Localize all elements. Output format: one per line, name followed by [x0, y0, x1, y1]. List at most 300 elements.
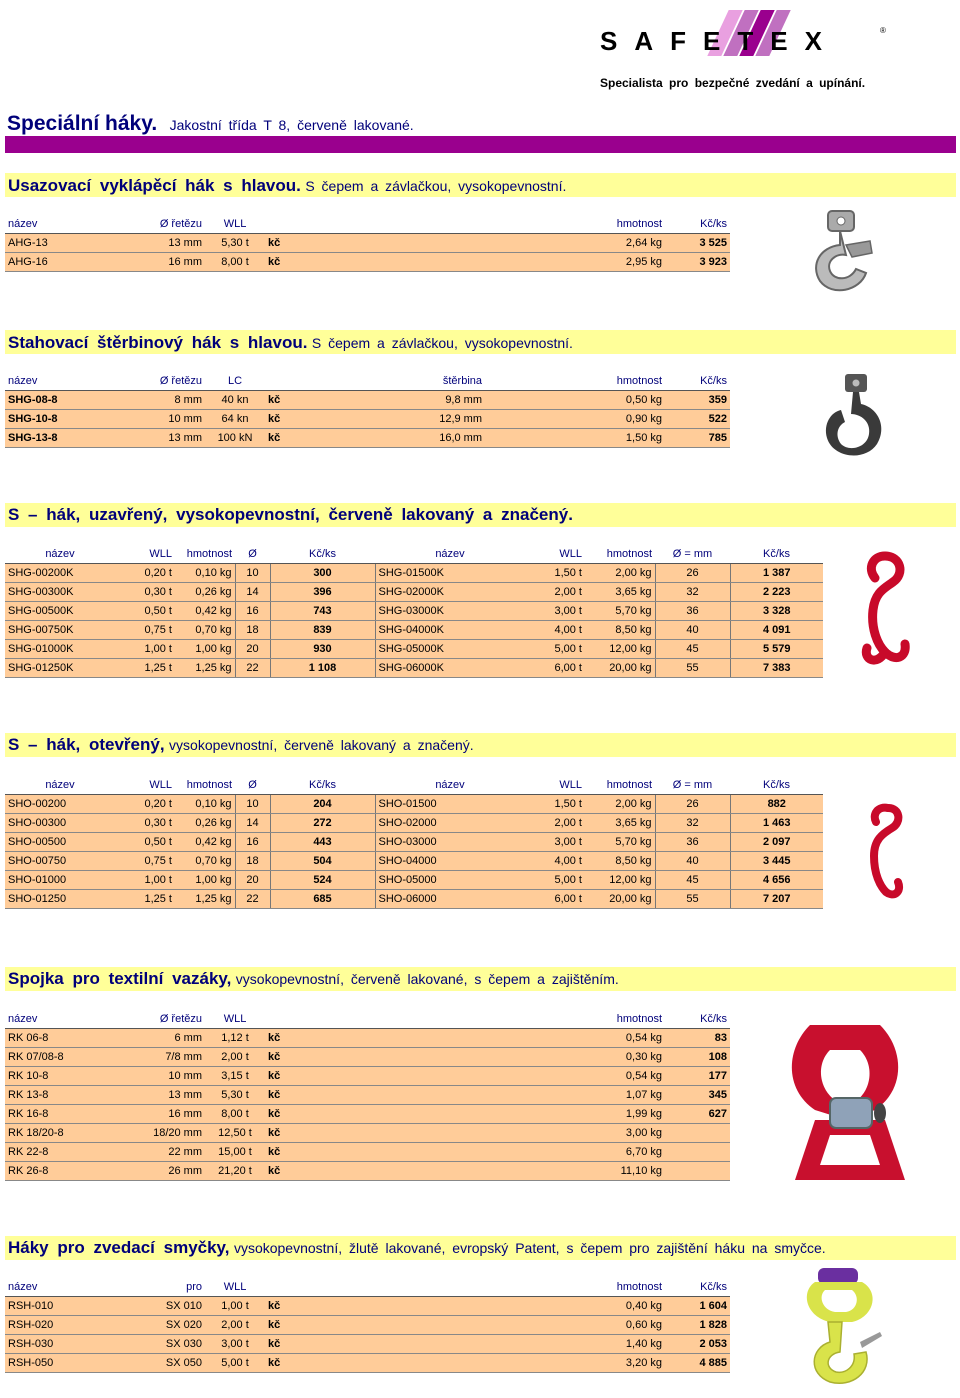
weight-cell: 20,00 kg	[585, 659, 655, 678]
diameter-cell: 32	[655, 583, 730, 602]
registered-mark: ®	[880, 26, 886, 35]
product-code-cell: SHO-00500	[5, 833, 115, 852]
table-row	[5, 253, 730, 272]
currency-cell: kč	[265, 1162, 555, 1181]
slot-cell: 9,8 mm	[345, 391, 485, 410]
price-cell: 1 828	[665, 1316, 730, 1335]
wll-cell: 1,12 t	[205, 1029, 265, 1048]
weight-cell: 0,50 kg	[485, 391, 665, 410]
price-cell: 396	[270, 583, 375, 602]
s-hook-open-image	[858, 800, 908, 905]
col-header: Kč/ks	[665, 1010, 730, 1029]
page-title	[7, 112, 414, 136]
weight-cell: 1,25 kg	[175, 659, 235, 678]
table-row	[5, 1316, 730, 1335]
product-code-cell: SHG-00300K	[5, 583, 115, 602]
wll-cell: 5,00 t	[205, 1354, 265, 1373]
wll-cell: 0,20 t	[115, 564, 175, 583]
price-cell	[665, 1124, 730, 1143]
price-cell: 785	[665, 429, 730, 448]
weight-cell: 3,65 kg	[585, 583, 655, 602]
price-cell: 7 383	[730, 659, 823, 678]
swivel-hook-image	[800, 205, 890, 300]
currency-cell: kč	[265, 1297, 555, 1316]
col-header: WLL	[205, 215, 265, 234]
slot-cell: 16,0 mm	[345, 429, 485, 448]
weight-cell: 0,30 kg	[555, 1048, 665, 1067]
col-header: hmotnost	[585, 776, 655, 795]
chain-diameter-cell: 22 mm	[125, 1143, 205, 1162]
price-cell: 177	[665, 1067, 730, 1086]
wll-cell: 0,75 t	[115, 852, 175, 871]
col-header: hmotnost	[485, 372, 665, 391]
chain-diameter-cell: 13 mm	[125, 429, 205, 448]
price-cell	[665, 1143, 730, 1162]
product-code-cell: SHG-00500K	[5, 602, 115, 621]
chain-diameter-cell: 10 mm	[125, 410, 205, 429]
currency-cell: kč	[265, 1086, 555, 1105]
product-code-cell: SHG-03000K	[375, 602, 525, 621]
table-row	[5, 1335, 730, 1354]
product-code-cell: RK 18/20-8	[5, 1124, 125, 1143]
diameter-cell: 10	[235, 795, 270, 814]
grab-hook-image	[815, 370, 895, 465]
page-title-main: Speciální háky.	[7, 112, 158, 135]
product-code-cell: SHO-00750	[5, 852, 115, 871]
section-title-s5	[8, 969, 619, 989]
page-title-sub: Jakostní třída T 8, červeně lakované.	[169, 117, 414, 133]
col-header: WLL	[115, 776, 175, 795]
table-row	[5, 833, 823, 852]
wll-cell: 15,00 t	[205, 1143, 265, 1162]
price-cell: 839	[270, 621, 375, 640]
diameter-cell: 20	[235, 871, 270, 890]
section-title-s6	[8, 1238, 826, 1258]
price-cell: 443	[270, 833, 375, 852]
col-header: Ø řetězu	[125, 1010, 205, 1029]
col-header: WLL	[205, 1010, 265, 1029]
coupling-link-image	[775, 1010, 925, 1200]
wll-cell: 0,30 t	[115, 814, 175, 833]
table-s3	[5, 545, 823, 678]
table-header-row	[5, 545, 823, 564]
weight-cell: 8,50 kg	[585, 621, 655, 640]
price-cell: 3 525	[665, 234, 730, 253]
table-row	[5, 1143, 730, 1162]
diameter-cell: 26	[655, 564, 730, 583]
weight-cell: 1,25 kg	[175, 890, 235, 909]
product-code-cell: SHG-08-8	[5, 391, 125, 410]
price-cell: 5 579	[730, 640, 823, 659]
currency-cell: kč	[265, 253, 555, 272]
price-cell: 345	[665, 1086, 730, 1105]
table-header-row	[5, 1010, 730, 1029]
currency-cell: kč	[265, 1048, 555, 1067]
wll-cell: 5,30 t	[205, 234, 265, 253]
product-code-cell: SHG-10-8	[5, 410, 125, 429]
table-row	[5, 234, 730, 253]
diameter-cell: 20	[235, 640, 270, 659]
col-header	[265, 1010, 555, 1029]
price-cell: 882	[730, 795, 823, 814]
price-cell: 83	[665, 1029, 730, 1048]
diameter-cell: 22	[235, 659, 270, 678]
chain-diameter-cell: 7/8 mm	[125, 1048, 205, 1067]
product-code-cell: AHG-13	[5, 234, 125, 253]
weight-cell: 0,40 kg	[555, 1297, 665, 1316]
col-header: Kč/ks	[665, 215, 730, 234]
diameter-cell: 10	[235, 564, 270, 583]
table-row	[5, 391, 730, 410]
wll-cell: 1,00 t	[115, 640, 175, 659]
col-header: Ø = mm	[655, 545, 730, 564]
product-code-cell: AHG-16	[5, 253, 125, 272]
product-code-cell: RK 13-8	[5, 1086, 125, 1105]
section-title-small: S čepem a závlačkou, vysokopevnostní.	[311, 335, 573, 351]
price-cell: 3 328	[730, 602, 823, 621]
price-cell: 272	[270, 814, 375, 833]
price-cell: 2 053	[665, 1335, 730, 1354]
chain-diameter-cell: 16 mm	[125, 253, 205, 272]
price-cell: 4 091	[730, 621, 823, 640]
currency-cell: kč	[265, 1124, 555, 1143]
weight-cell: 3,00 kg	[555, 1124, 665, 1143]
table-s4	[5, 776, 823, 909]
weight-cell: 0,70 kg	[175, 621, 235, 640]
price-cell: 300	[270, 564, 375, 583]
wll-cell: 1,25 t	[115, 659, 175, 678]
col-header	[265, 1278, 555, 1297]
wll-cell: 4,00 t	[525, 621, 585, 640]
col-header: název	[5, 215, 125, 234]
price-cell: 504	[270, 852, 375, 871]
table-row	[5, 1162, 730, 1181]
product-code-cell: SHO-02000	[375, 814, 525, 833]
diameter-cell: 16	[235, 833, 270, 852]
col-header: Kč/ks	[665, 372, 730, 391]
table-row	[5, 410, 730, 429]
product-code-cell: SHG-01000K	[5, 640, 115, 659]
wll-cell: 5,00 t	[525, 871, 585, 890]
col-header: Ø řetězu	[125, 215, 205, 234]
product-code-cell: RK 16-8	[5, 1105, 125, 1124]
col-header: Ø = mm	[655, 776, 730, 795]
currency-cell: kč	[265, 429, 345, 448]
product-code-cell: SHO-01250	[5, 890, 115, 909]
section-title-s3	[8, 505, 573, 525]
chain-diameter-cell: 8 mm	[125, 391, 205, 410]
diameter-cell: 40	[655, 621, 730, 640]
table-row	[5, 1067, 730, 1086]
lc-cell: 64 kn	[205, 410, 265, 429]
tagline: Specialista pro bezpečné zvedání a upínání.	[600, 76, 866, 90]
weight-cell: 20,00 kg	[585, 890, 655, 909]
currency-cell: kč	[265, 234, 555, 253]
weight-cell: 5,70 kg	[585, 602, 655, 621]
col-header: Kč/ks	[270, 776, 375, 795]
col-header: hmotnost	[555, 1278, 665, 1297]
col-header: štěrbina	[345, 372, 485, 391]
price-cell: 1 387	[730, 564, 823, 583]
product-code-cell: SHG-05000K	[375, 640, 525, 659]
weight-cell: 0,26 kg	[175, 814, 235, 833]
col-header: název	[375, 776, 525, 795]
s-hook-closed-image	[855, 548, 915, 678]
weight-cell: 1,07 kg	[555, 1086, 665, 1105]
currency-cell: kč	[265, 1335, 555, 1354]
wll-cell: 0,50 t	[115, 602, 175, 621]
weight-cell: 2,64 kg	[555, 234, 665, 253]
col-header: Ø	[235, 545, 270, 564]
col-header: WLL	[115, 545, 175, 564]
wll-cell: 5,00 t	[525, 640, 585, 659]
price-cell: 2 223	[730, 583, 823, 602]
product-code-cell: SHO-01000	[5, 871, 115, 890]
price-cell: 108	[665, 1048, 730, 1067]
diameter-cell: 16	[235, 602, 270, 621]
price-cell: 743	[270, 602, 375, 621]
slot-cell: 12,9 mm	[345, 410, 485, 429]
wll-cell: 12,50 t	[205, 1124, 265, 1143]
weight-cell: 0,42 kg	[175, 833, 235, 852]
chain-diameter-cell: 13 mm	[125, 234, 205, 253]
weight-cell: 0,90 kg	[485, 410, 665, 429]
weight-cell: 1,99 kg	[555, 1105, 665, 1124]
table-header-row	[5, 215, 730, 234]
wll-cell: 2,00 t	[205, 1048, 265, 1067]
col-header: hmotnost	[555, 1010, 665, 1029]
table-row	[5, 1297, 730, 1316]
product-code-cell: SHO-04000	[375, 852, 525, 871]
table-s1	[5, 215, 730, 272]
table-header-row	[5, 1278, 730, 1297]
chain-diameter-cell: SX 020	[125, 1316, 205, 1335]
product-code-cell: RSH-050	[5, 1354, 125, 1373]
weight-cell: 2,95 kg	[555, 253, 665, 272]
table-s6	[5, 1278, 730, 1373]
col-header: Ø	[235, 776, 270, 795]
weight-cell: 3,20 kg	[555, 1354, 665, 1373]
section-title-big: S – hák, otevřený,	[8, 735, 165, 754]
col-header: Kč/ks	[665, 1278, 730, 1297]
table-row	[5, 852, 823, 871]
product-code-cell: RK 10-8	[5, 1067, 125, 1086]
wll-cell: 1,25 t	[115, 890, 175, 909]
wll-cell: 1,50 t	[525, 564, 585, 583]
purple-divider	[5, 136, 956, 153]
currency-cell: kč	[265, 1029, 555, 1048]
diameter-cell: 18	[235, 621, 270, 640]
table-row	[5, 871, 823, 890]
diameter-cell: 45	[655, 640, 730, 659]
product-code-cell: SHO-03000	[375, 833, 525, 852]
section-title-small: vysokopevnostní, červeně lakovaný a značený.	[169, 737, 474, 753]
wll-cell: 8,00 t	[205, 253, 265, 272]
product-code-cell: SHG-01500K	[375, 564, 525, 583]
diameter-cell: 14	[235, 814, 270, 833]
wll-cell: 3,00 t	[205, 1335, 265, 1354]
product-code-cell: SHG-00750K	[5, 621, 115, 640]
weight-cell: 0,42 kg	[175, 602, 235, 621]
chain-diameter-cell: 6 mm	[125, 1029, 205, 1048]
chain-diameter-cell: 10 mm	[125, 1067, 205, 1086]
diameter-cell: 55	[655, 659, 730, 678]
diameter-cell: 18	[235, 852, 270, 871]
diameter-cell: 26	[655, 795, 730, 814]
wll-cell: 2,00 t	[525, 583, 585, 602]
weight-cell: 11,10 kg	[555, 1162, 665, 1181]
currency-cell: kč	[265, 1316, 555, 1335]
weight-cell: 0,60 kg	[555, 1316, 665, 1335]
currency-cell: kč	[265, 1354, 555, 1373]
price-cell: 1 604	[665, 1297, 730, 1316]
col-header: hmotnost	[175, 776, 235, 795]
section-title-small: vysokopevnostní, červeně lakované, s čepem a zajištěním.	[235, 971, 619, 987]
weight-cell: 8,50 kg	[585, 852, 655, 871]
wll-cell: 0,75 t	[115, 621, 175, 640]
table-row	[5, 795, 823, 814]
price-cell: 3 923	[665, 253, 730, 272]
weight-cell: 1,40 kg	[555, 1335, 665, 1354]
wll-cell: 6,00 t	[525, 890, 585, 909]
col-header	[265, 215, 555, 234]
price-cell: 359	[665, 391, 730, 410]
currency-cell: kč	[265, 1105, 555, 1124]
table-row	[5, 1086, 730, 1105]
wll-cell: 1,00 t	[205, 1297, 265, 1316]
section-title-s1	[8, 176, 566, 196]
col-header: název	[5, 776, 115, 795]
section-title-s4	[8, 735, 474, 755]
table-s2	[5, 372, 730, 448]
wll-cell: 6,00 t	[525, 659, 585, 678]
product-code-cell: RK 06-8	[5, 1029, 125, 1048]
weight-cell: 2,00 kg	[585, 564, 655, 583]
weight-cell: 0,54 kg	[555, 1029, 665, 1048]
col-header: název	[5, 1278, 125, 1297]
safetex-logo	[600, 8, 900, 58]
weight-cell: 12,00 kg	[585, 871, 655, 890]
wll-cell: 2,00 t	[205, 1316, 265, 1335]
table-row	[5, 1029, 730, 1048]
wll-cell: 5,30 t	[205, 1086, 265, 1105]
table-row	[5, 1354, 730, 1373]
col-header: hmotnost	[585, 545, 655, 564]
col-header: Kč/ks	[730, 545, 823, 564]
weight-cell: 3,65 kg	[585, 814, 655, 833]
weight-cell: 2,00 kg	[585, 795, 655, 814]
col-header: Kč/ks	[270, 545, 375, 564]
wll-cell: 8,00 t	[205, 1105, 265, 1124]
product-code-cell: RSH-030	[5, 1335, 125, 1354]
col-header: WLL	[525, 545, 585, 564]
price-cell: 522	[665, 410, 730, 429]
product-code-cell: SHG-04000K	[375, 621, 525, 640]
wll-cell: 3,00 t	[525, 602, 585, 621]
price-cell: 627	[665, 1105, 730, 1124]
table-row	[5, 659, 823, 678]
col-header: WLL	[525, 776, 585, 795]
weight-cell: 1,00 kg	[175, 640, 235, 659]
chain-diameter-cell: 26 mm	[125, 1162, 205, 1181]
chain-diameter-cell: 16 mm	[125, 1105, 205, 1124]
col-header: LC	[205, 372, 265, 391]
section-title-big: Usazovací vyklápěcí hák s hlavou.	[8, 176, 301, 195]
diameter-cell: 14	[235, 583, 270, 602]
product-code-cell: SHG-06000K	[375, 659, 525, 678]
col-header: hmotnost	[175, 545, 235, 564]
wll-cell: 3,15 t	[205, 1067, 265, 1086]
sling-hook-image	[790, 1262, 895, 1392]
wll-cell: 1,00 t	[115, 871, 175, 890]
chain-diameter-cell: SX 030	[125, 1335, 205, 1354]
weight-cell: 6,70 kg	[555, 1143, 665, 1162]
lc-cell: 40 kn	[205, 391, 265, 410]
table-row	[5, 583, 823, 602]
product-code-cell: RK 22-8	[5, 1143, 125, 1162]
diameter-cell: 32	[655, 814, 730, 833]
col-header: Ø řetězu	[125, 372, 205, 391]
price-cell: 204	[270, 795, 375, 814]
wll-cell: 0,20 t	[115, 795, 175, 814]
table-row	[5, 1105, 730, 1124]
currency-cell: kč	[265, 1067, 555, 1086]
weight-cell: 0,70 kg	[175, 852, 235, 871]
table-s5	[5, 1010, 730, 1181]
product-code-cell: RSH-020	[5, 1316, 125, 1335]
col-header: Kč/ks	[730, 776, 823, 795]
product-code-cell: SHO-00200	[5, 795, 115, 814]
wll-cell: 0,30 t	[115, 583, 175, 602]
currency-cell: kč	[265, 1143, 555, 1162]
chain-diameter-cell: SX 050	[125, 1354, 205, 1373]
table-row	[5, 564, 823, 583]
wll-cell: 2,00 t	[525, 814, 585, 833]
price-cell: 1 463	[730, 814, 823, 833]
price-cell: 2 097	[730, 833, 823, 852]
diameter-cell: 36	[655, 602, 730, 621]
col-header: název	[5, 1010, 125, 1029]
section-title-big: S – hák, uzavřený, vysokopevnostní, červeně lakovaný a značený.	[8, 505, 573, 524]
wll-cell: 1,50 t	[525, 795, 585, 814]
section-title-big: Háky pro zvedací smyčky,	[8, 1238, 230, 1257]
col-header: pro	[125, 1278, 205, 1297]
chain-diameter-cell: 18/20 mm	[125, 1124, 205, 1143]
price-cell: 4 656	[730, 871, 823, 890]
table-row	[5, 1048, 730, 1067]
table-header-row	[5, 776, 823, 795]
weight-cell: 0,10 kg	[175, 564, 235, 583]
table-row	[5, 814, 823, 833]
diameter-cell: 36	[655, 833, 730, 852]
chain-diameter-cell: 13 mm	[125, 1086, 205, 1105]
price-cell: 1 108	[270, 659, 375, 678]
price-cell: 524	[270, 871, 375, 890]
logo-text: SAFETEX	[600, 26, 839, 56]
section-title-big: Stahovací štěrbinový hák s hlavou.	[8, 333, 308, 352]
product-code-cell: SHG-13-8	[5, 429, 125, 448]
price-cell: 685	[270, 890, 375, 909]
chain-diameter-cell: SX 010	[125, 1297, 205, 1316]
wll-cell: 0,50 t	[115, 833, 175, 852]
product-code-cell: SHO-01500	[375, 795, 525, 814]
table-row	[5, 640, 823, 659]
table-row	[5, 621, 823, 640]
section-title-small: vysokopevnostní, žlutě lakované, evropský Patent, s čepem pro zajištění háku na smyčce.	[233, 1240, 826, 1256]
table-row	[5, 1124, 730, 1143]
col-header: název	[5, 372, 125, 391]
section-title-small: S čepem a závlačkou, vysokopevnostní.	[305, 178, 567, 194]
